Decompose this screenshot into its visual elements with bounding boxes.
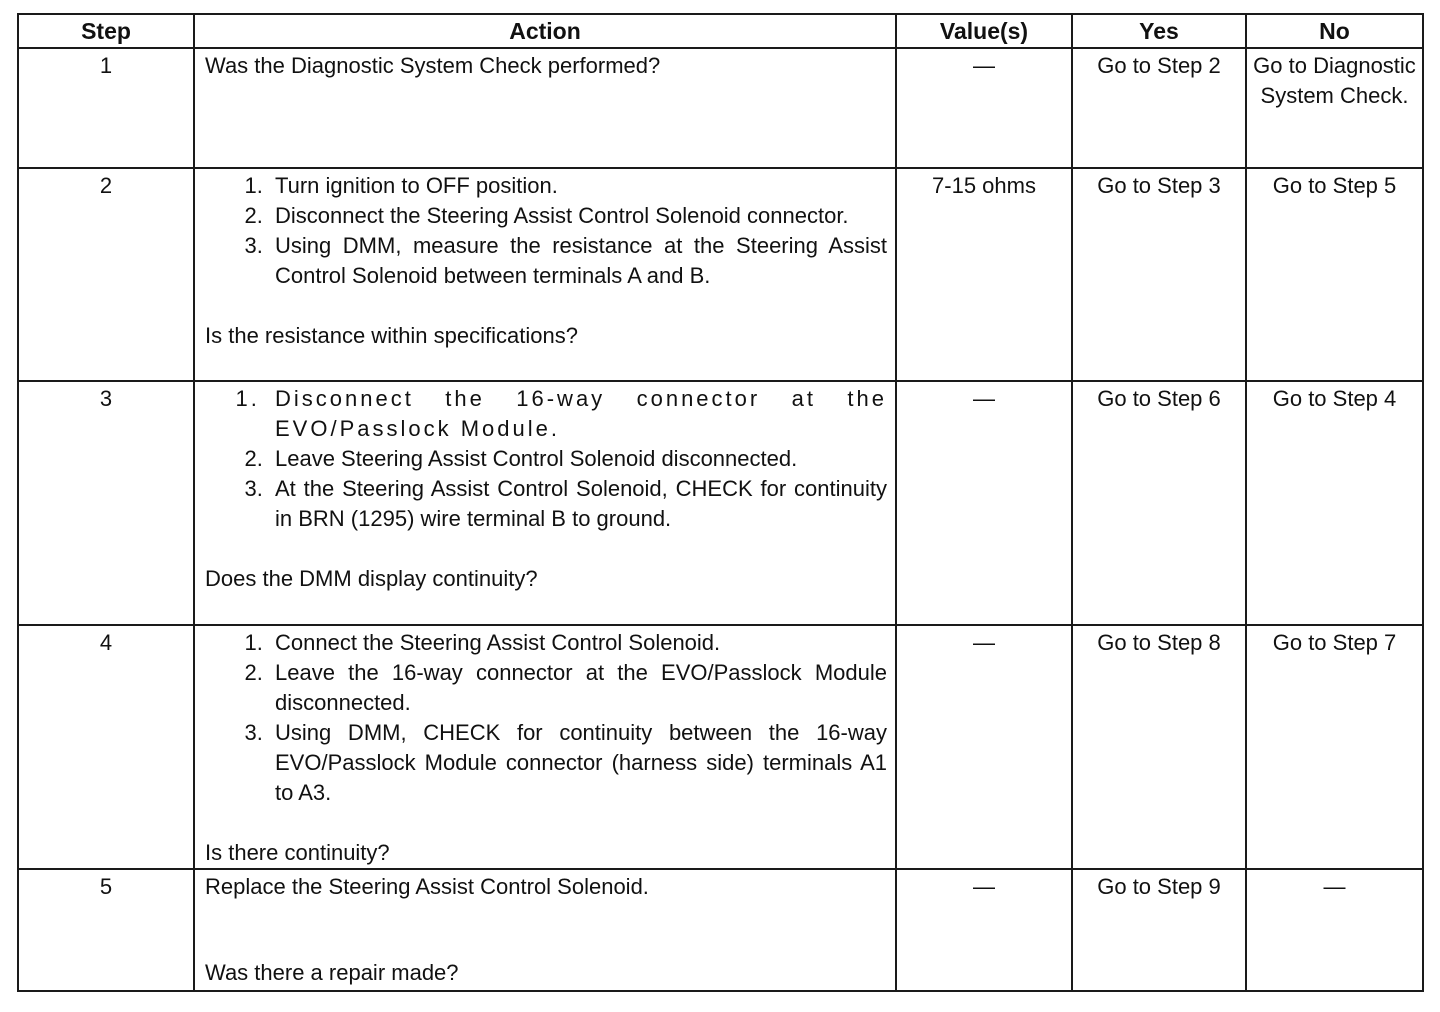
no-cell: Go to Diagnostic System Check. <box>1246 48 1423 168</box>
yes-cell: Go to Step 3 <box>1072 168 1246 381</box>
header-action: Action <box>194 14 896 48</box>
diagnostic-table <box>17 13 1424 992</box>
action-question: Does the DMM display continuity? <box>205 566 538 591</box>
action-steps-list <box>205 628 887 808</box>
action-steps-list <box>205 171 887 291</box>
no-cell: — <box>1246 869 1423 991</box>
table-row <box>18 48 1423 168</box>
yes-cell: Go to Step 9 <box>1072 869 1246 991</box>
action-step: 3. Using DMM, CHECK for continuity between the 16-way EVO/Passlock Module connector (harness side) terminals A1 to A3. <box>269 718 887 808</box>
header-step: Step <box>18 14 194 48</box>
value-cell: — <box>896 869 1072 991</box>
action-text: Was the Diagnostic System Check performed? <box>205 53 661 78</box>
step-number: 1 <box>18 48 194 168</box>
action-step: 1. Disconnect the 16-way connector at the EVO/Passlock Module. <box>269 384 887 444</box>
action-question: Was there a repair made? <box>205 960 459 985</box>
table-row <box>18 869 1423 991</box>
no-cell: Go to Step 4 <box>1246 381 1423 625</box>
action-question: Is the resistance within specifications? <box>205 323 578 348</box>
step-number: 3 <box>18 381 194 625</box>
table-row <box>18 381 1423 625</box>
action-cell <box>194 168 896 381</box>
header-values: Value(s) <box>896 14 1072 48</box>
action-cell <box>194 381 896 625</box>
value-cell: — <box>896 48 1072 168</box>
action-text: Replace the Steering Assist Control Solenoid. <box>205 874 649 899</box>
yes-cell: Go to Step 2 <box>1072 48 1246 168</box>
no-cell: Go to Step 5 <box>1246 168 1423 381</box>
no-cell: Go to Step 7 <box>1246 625 1423 869</box>
value-cell: — <box>896 381 1072 625</box>
action-question: Is there continuity? <box>205 840 390 865</box>
table-row <box>18 168 1423 381</box>
action-cell <box>194 48 896 168</box>
yes-cell: Go to Step 8 <box>1072 625 1246 869</box>
action-step: 2. Leave the 16-way connector at the EVO/Passlock Module disconnected. <box>269 658 887 718</box>
action-step: 1. Connect the Steering Assist Control Solenoid. <box>269 628 887 658</box>
value-cell: — <box>896 625 1072 869</box>
table-row <box>18 625 1423 869</box>
action-cell <box>194 625 896 869</box>
action-step: 2. Disconnect the Steering Assist Control Solenoid connector. <box>269 201 887 231</box>
header-row <box>18 14 1423 48</box>
step-number: 4 <box>18 625 194 869</box>
step-number: 5 <box>18 869 194 991</box>
step-number: 2 <box>18 168 194 381</box>
action-steps-list <box>205 384 887 534</box>
value-cell: 7-15 ohms <box>896 168 1072 381</box>
action-step: 2. Leave Steering Assist Control Solenoid disconnected. <box>269 444 887 474</box>
action-cell <box>194 869 896 991</box>
header-yes: Yes <box>1072 14 1246 48</box>
action-step: 3. Using DMM, measure the resistance at the Steering Assist Control Solenoid between terminals A and B. <box>269 231 887 291</box>
action-step: 3. At the Steering Assist Control Solenoid, CHECK for continuity in BRN (1295) wire terminal B to ground. <box>269 474 887 534</box>
action-step: 1. Turn ignition to OFF position. <box>269 171 887 201</box>
header-no: No <box>1246 14 1423 48</box>
yes-cell: Go to Step 6 <box>1072 381 1246 625</box>
